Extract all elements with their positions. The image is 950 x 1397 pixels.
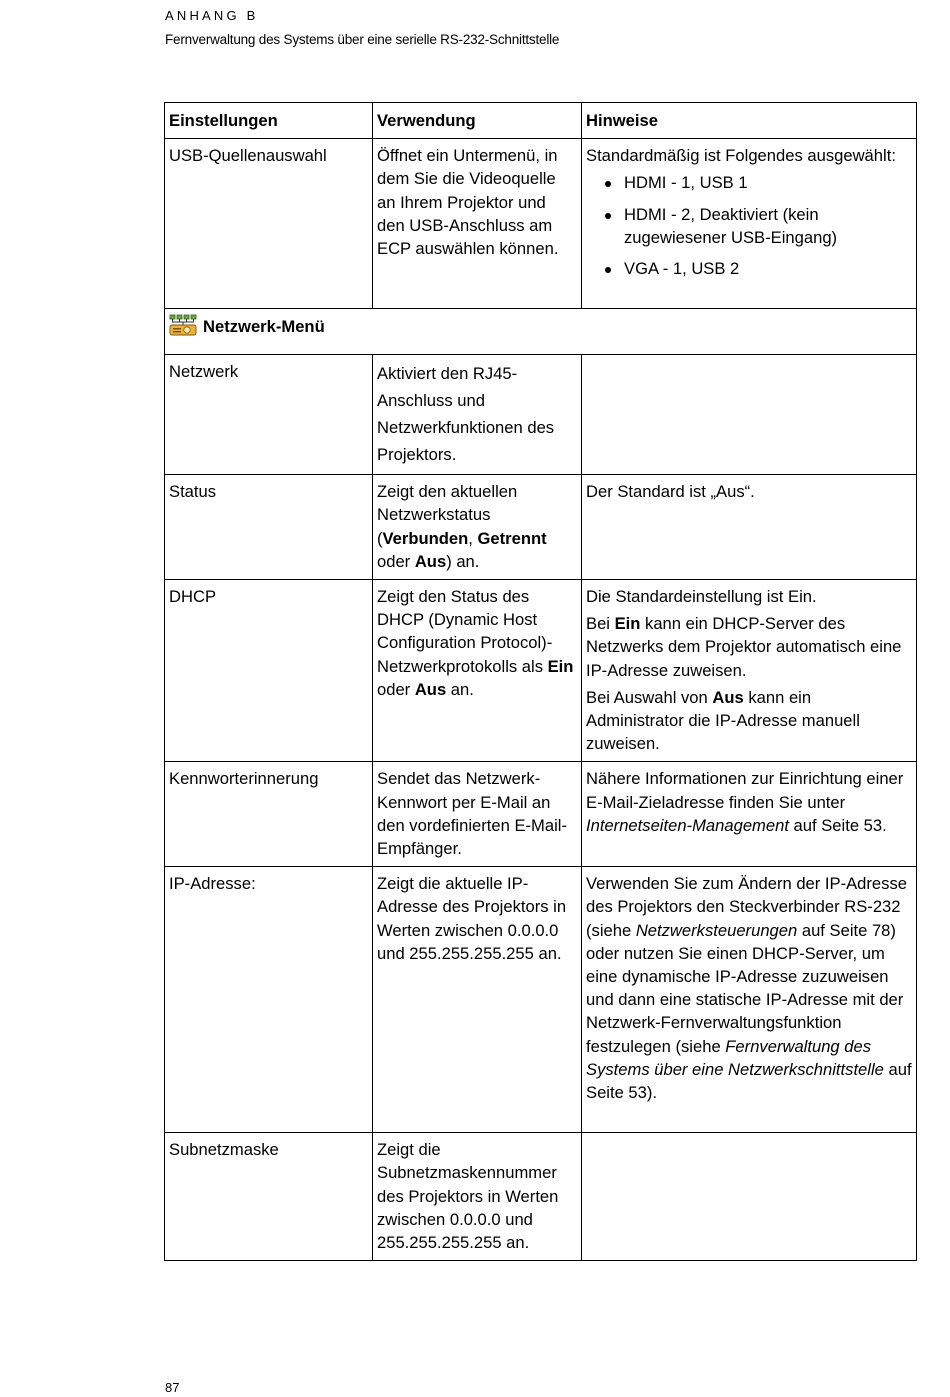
page-number: 87: [165, 1380, 180, 1395]
setting-name: IP-Adresse:: [165, 867, 373, 1133]
list-item: HDMI - 1, USB 1: [586, 171, 912, 194]
chapter-subtitle: Fernverwaltung des Systems über eine serielle RS-232-Schnittstelle: [165, 32, 560, 47]
setting-usage: Zeigt den Status des DHCP (Dynamic Host Configuration Protocol)-Netzwerkprotokolls als Ein oder Aus an.: [373, 580, 582, 762]
table-row: [165, 762, 917, 867]
setting-usage: Zeigt die aktuelle IP-Adresse des Projektors in Werten zwischen 0.0.0.0 und 255.255.255.255 an.: [373, 867, 582, 1133]
table-row: [165, 580, 917, 762]
settings-table: [164, 102, 917, 1261]
setting-usage: Aktiviert den RJ45-Anschluss und Netzwerkfunktionen des Projektors.: [373, 355, 582, 475]
setting-name: Status: [165, 475, 373, 580]
network-menu-icon: [169, 314, 197, 342]
setting-note: [582, 355, 917, 475]
table-row: [165, 867, 917, 1133]
section-row: [165, 309, 917, 355]
setting-note: Der Standard ist „Aus“.: [582, 475, 917, 580]
setting-note: [582, 139, 917, 309]
setting-note: [582, 1133, 917, 1261]
setting-name: USB-Quellenauswahl: [165, 139, 373, 309]
table-header-row: [165, 103, 917, 139]
table-row: [165, 475, 917, 580]
note-text: Standardmäßig ist Folgendes ausgewählt:: [586, 146, 896, 166]
setting-name: DHCP: [165, 580, 373, 762]
setting-note: [582, 580, 917, 762]
setting-usage: Öffnet ein Untermenü, in dem Sie die Videoquelle an Ihrem Projektor und den USB-Anschluss am ECP auswählen können.: [373, 139, 582, 309]
table-row: [165, 355, 917, 475]
section-header: [165, 309, 917, 355]
header-einstellungen: Einstellungen: [165, 103, 373, 139]
table-row: [165, 1133, 917, 1261]
note-paragraph: Die Standardeinstellung ist Ein.: [586, 587, 817, 607]
default-list: [586, 171, 912, 280]
setting-name: Netzwerk: [165, 355, 373, 475]
section-title: Netzwerk-Menü: [203, 317, 325, 337]
setting-note: Verwenden Sie zum Ändern der IP-Adresse des Projektors den Steckverbinder RS-232 (siehe Netzwerksteuerungen auf Seite 78) oder nutzen Sie einen DHCP-Server, um eine dynamische IP-Adresse zuzuweisen und dann eine statische IP-Adresse mit der Netzwerk-Fernverwaltungsfunktion festzulegen (siehe Fernverwaltung des Systems über eine Netzwerkschnittstelle auf Seite 53).: [582, 867, 917, 1133]
setting-usage: Sendet das Netzwerk-Kennwort per E-Mail an den vordefinierten E-Mail-Empfänger.: [373, 762, 582, 867]
setting-usage: Zeigt den aktuellen Netzwerkstatus (Verbunden, Getrennt oder Aus) an.: [373, 475, 582, 580]
table-row: [165, 139, 917, 309]
appendix-label: ANHANG B: [165, 8, 259, 23]
list-item: VGA - 1, USB 2: [586, 257, 912, 280]
setting-usage: Zeigt die Subnetzmaskennummer des Projektors in Werten zwischen 0.0.0.0 und 255.255.255.255 an.: [373, 1133, 582, 1261]
header-verwendung: Verwendung: [373, 103, 582, 139]
setting-note: Nähere Informationen zur Einrichtung einer E-Mail-Zieladresse finden Sie unter Internetseiten-Management auf Seite 53.: [582, 762, 917, 867]
note-paragraph: Bei Auswahl von Aus kann ein Administrator die IP-Adresse manuell zuweisen.: [586, 687, 860, 754]
setting-name: Kennworterinnerung: [165, 762, 373, 867]
header-hinweise: Hinweise: [582, 103, 917, 139]
note-paragraph: Bei Ein kann ein DHCP-Server des Netzwerks dem Projektor automatisch eine IP-Adresse zuweisen.: [586, 614, 902, 680]
list-item: HDMI - 2, Deaktiviert (kein zugewiesener USB-Eingang): [586, 203, 912, 249]
setting-name: Subnetzmaske: [165, 1133, 373, 1261]
